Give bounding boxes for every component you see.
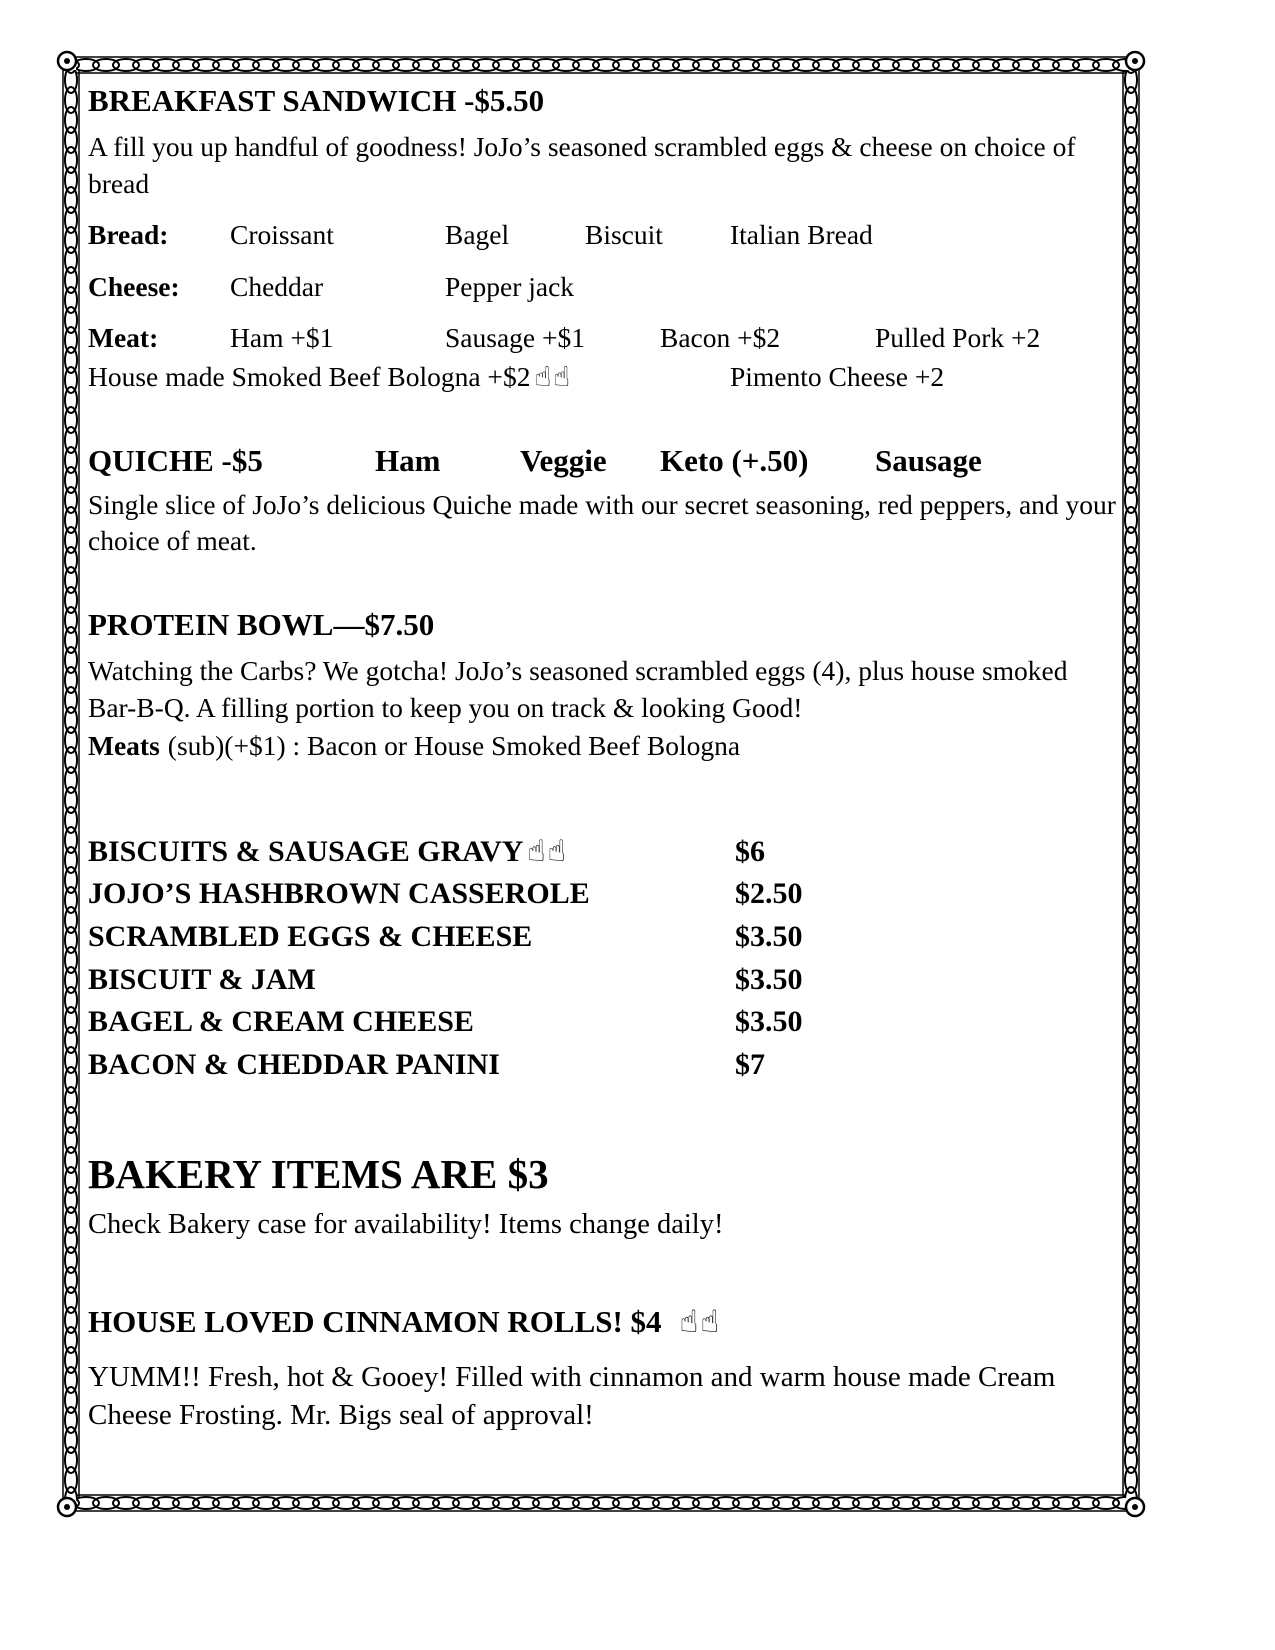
quiche-option: Ham	[375, 442, 441, 478]
decorative-border-frame	[62, 56, 1140, 1512]
cinnamon-rolls-description: YUMM!! Fresh, hot & Gooey! Filled with cinnamon and warm house made Cream Cheese Frosting. Mr. Bigs seal of approval!	[88, 1360, 1056, 1432]
cheese-label: Cheese:	[88, 270, 180, 302]
cheese-option: Cheddar	[230, 270, 324, 302]
price-item-label: BISCUIT & JAM	[88, 962, 316, 996]
quiche-description: Single slice of JoJo’s delicious Quiche made with our secret seasoning, red peppers, and your choice of meat.	[88, 488, 1116, 557]
price-value: $6	[735, 834, 765, 868]
bakery-note: Check Bakery case for availability! Items change daily!	[88, 1208, 724, 1240]
price-value: $3.50	[735, 962, 803, 996]
price-value: $3.50	[735, 1005, 803, 1039]
price-row	[88, 959, 1116, 1002]
protein-bowl-description: Watching the Carbs? We gotcha! JoJo’s seasoned scrambled eggs (4), plus house smoked Bar-B-Q. A filling portion to keep you on track & looking Good!	[88, 655, 1068, 723]
price-item-label: BAGEL & CREAM CHEESE	[88, 1005, 474, 1039]
corner-ornament-icon	[1123, 49, 1147, 73]
price-row	[88, 1001, 1116, 1044]
meat-option: Bacon +$2	[660, 322, 781, 354]
section-title-cinnamon-rolls	[88, 1303, 1116, 1341]
bread-option: Biscuit	[585, 219, 663, 251]
price-list	[88, 831, 1116, 1087]
thumbs-up-icon: ☝☝	[527, 833, 568, 869]
price-item-label: BACON & CHEDDAR PANINI	[88, 1047, 500, 1081]
bread-option: Croissant	[230, 219, 334, 251]
price-item	[88, 831, 735, 874]
protein-bowl-meats-line	[88, 728, 1116, 765]
meat-option: Ham +$1	[230, 322, 334, 354]
chain-border-top-icon	[76, 56, 1126, 74]
thumbs-up-icon: ☝☝	[679, 1304, 722, 1341]
price-value: $3.50	[735, 919, 803, 953]
corner-ornament-icon	[55, 49, 79, 73]
chain-border-bottom-icon	[76, 1494, 1126, 1512]
quiche-option: Veggie	[520, 442, 607, 478]
price-row	[88, 831, 1116, 874]
meats-label: Meats	[88, 730, 160, 762]
cheese-options-row	[88, 269, 1116, 306]
cinnamon-rolls-title-text: HOUSE LOVED CINNAMON ROLLS! $4	[88, 1304, 662, 1340]
meat-option: Pulled Pork +2	[875, 322, 1041, 354]
price-value: $2.50	[735, 877, 803, 911]
chain-border-left-icon	[62, 70, 80, 1498]
quiche-option: Sausage	[875, 442, 982, 478]
quiche-title: QUICHE -$5	[88, 442, 263, 478]
meats-options-text: (sub)(+$1) : Bacon or House Smoked Beef Bologna	[167, 730, 741, 762]
price-item-label: BISCUITS & SAUSAGE GRAVY	[88, 834, 524, 868]
meat-extra-row	[88, 359, 1116, 396]
section-title-breakfast-sandwich: BREAKFAST SANDWICH -$5.50	[88, 83, 545, 118]
price-value: $7	[735, 1047, 765, 1081]
bread-option: Bagel	[445, 219, 510, 251]
section-title-bakery-items: BAKERY ITEMS ARE $3	[88, 1151, 549, 1198]
corner-ornament-icon	[1123, 1495, 1147, 1519]
meat-extra-option	[88, 359, 730, 396]
section-title-protein-bowl: PROTEIN BOWL—$7.50	[88, 606, 435, 642]
chain-border-right-icon	[1122, 70, 1140, 1498]
price-row	[88, 1044, 1116, 1087]
price-item-label: JOJO’S HASHBROWN CASSEROLE	[88, 877, 590, 911]
thumbs-up-icon: ☝☝	[534, 361, 572, 393]
corner-ornament-icon	[55, 1495, 79, 1519]
cheese-option: Pepper jack	[445, 270, 575, 302]
bread-option: Italian Bread	[730, 219, 873, 251]
price-item-label: SCRAMBLED EGGS & CHEESE	[88, 919, 533, 953]
bread-label: Bread:	[88, 219, 169, 251]
meat-extra-option-2: Pimento Cheese +2	[730, 361, 945, 392]
meat-extra-text: House made Smoked Beef Bologna +$2	[88, 361, 531, 392]
bread-options-row	[88, 217, 1116, 254]
section-title-quiche	[88, 442, 1116, 479]
price-row	[88, 873, 1116, 916]
meat-option: Sausage +$1	[445, 322, 585, 354]
quiche-option: Keto (+.50)	[660, 442, 809, 478]
breakfast-sandwich-description: A fill you up handful of goodness! JoJo’s seasoned scrambled eggs & cheese on choice of bread	[88, 131, 1076, 199]
menu-content	[88, 76, 1116, 1435]
meat-options-row	[88, 320, 1116, 357]
price-row	[88, 916, 1116, 959]
meat-label: Meat:	[88, 322, 159, 354]
